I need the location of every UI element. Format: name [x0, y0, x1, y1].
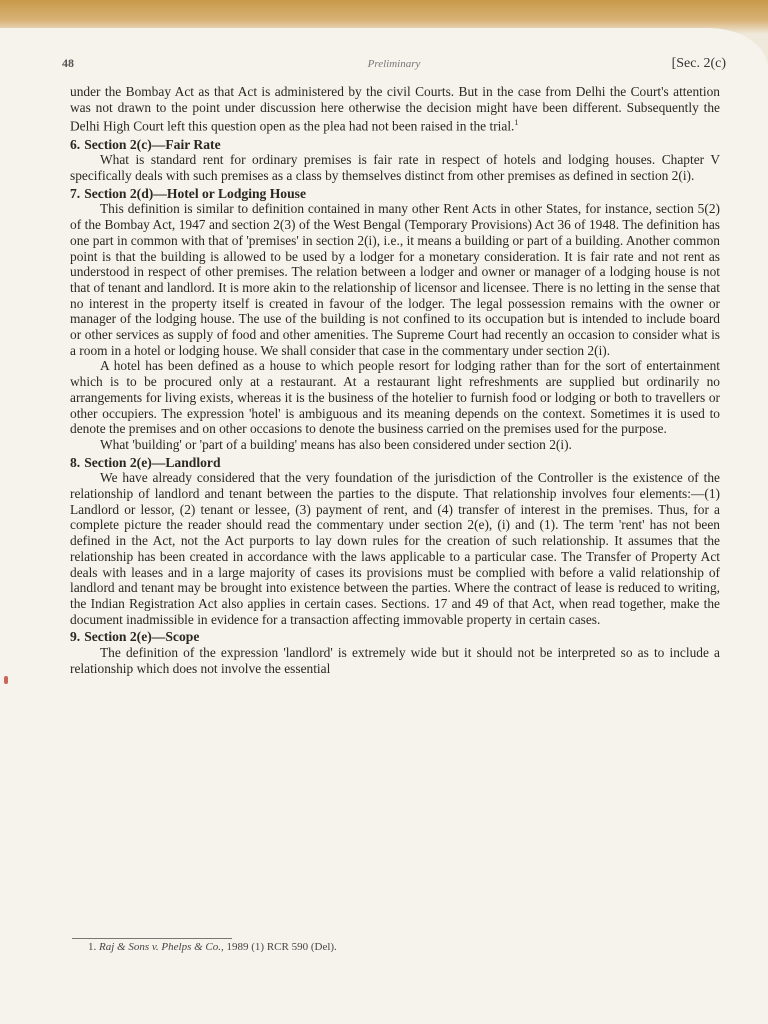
paragraph: The definition of the expression 'landlord' is extremely wide but it should not be interpreted so as to include a relationship which does not involve the essential — [70, 645, 720, 676]
footnote-ref: 1 — [514, 118, 519, 128]
paragraph: What 'building' or 'part of a building' means has also been considered under section 2(i). — [100, 436, 572, 452]
running-title: Preliminary — [367, 58, 421, 70]
paragraph: We have already considered that the very foundation of the jurisdiction of the Controller is the existence of the relationship of landlord and tenant between the parties to the dispute. That relationship involves four elements:—(1) Landlord or lessor, (2) tenant or lessee, (3) payment of rent, and (4) transfer of interest in the premises. Thus, for a complete picture the reader should read the commentary under section 2(e), (i) and (1). The term 'rent' has not been defined in the Act, not the Act purports to lay down rules for the creation of such relationship. It assumes that the relationship has been created in accordance with the laws applicable to a particular case. The Transfer of Property Act deals with leases and in a large majority of cases its provisions must be complied with before a valid relationship of landlord and tenant may be brought into existence between the parties. Where the contract of lease is reduced to writing, the Indian Registration Act also applies in certain cases. Sections. 17 and 49 of that Act, when read together, make the document inadmissible in evidence for a transaction affecting immovable property in certain cases. — [70, 470, 720, 627]
footnote-case: Raj & Sons v. Phelps & Co., — [99, 941, 224, 953]
paragraph: under the Bombay Act as that Act is administered by the civil Courts. But in the case from Delhi the Court's attention was not drawn to the point under discussion here otherwise the decision might have been different. Subsequently the Delhi High Court left this question open as the plea had not been raised in the trial.$^1$ — [70, 84, 720, 134]
section-heading-6: 6. Section 2(c)—Fair Rate — [70, 136, 221, 152]
section-heading-9: 9. Section 2(e)—Scope — [70, 629, 200, 645]
body-text — [70, 84, 720, 676]
section-heading-7: 7. Section 2(d)—Hotel or Lodging House — [70, 185, 306, 201]
margin-mark — [4, 676, 8, 684]
paragraph: What is standard rent for ordinary premises is fair rate in respect of hotels and lodging houses. Chapter V specifically deals with such premises as a class by themselves distinct from other premises as defined in section 2(i). — [70, 152, 720, 183]
paragraph: This definition is similar to definition contained in many other Rent Acts in other States, for instance, section 5(2) of the Bombay Act, 1947 and section 2(3) of the West Bengal (Temporary Provisions) Act 36 of 1948. The definition has one part in common with that of 'premises' in section 2(i), i.e., it means a building or part of a building. Another common point is that the building is allowed to be used by a lodger for a monetary consideration. It is fair rate and not rent as understood in respect of other premises. The relation between a lodger and owner or manager of a lodging house is not that of tenant and landlord. It is more akin to the relationship of licensor and licensee. There is no letting in the sense that no interest in the property itself is created in favour of the lodger. The legal possession remains with the owner or manager of the lodging house. The use of the building is not confined to its occupation but is intended to include board or other services as supply of food and other amenities. The Supreme Court had recently an occasion to consider what is a room in a hotel or lodging house. We shall consider that case in the commentary under section 2(i). — [70, 201, 720, 358]
footnote: 1. Raj & Sons v. Phelps & Co., 1989 (1) RCR 590 (Del). — [88, 941, 337, 953]
page-number: 48 — [62, 56, 74, 70]
footnote-rule — [72, 938, 232, 939]
running-head — [62, 52, 726, 76]
section-heading-8: 8. Section 2(e)—Landlord — [70, 454, 221, 470]
footnote-citation: 1989 (1) RCR 590 (Del). — [226, 941, 337, 953]
paragraph: A hotel has been defined as a house to which people resort for lodging rather than for the sort of entertainment which is to be procured only at a restaurant. At a restaurant light refreshments are supplied but ordinarily no arrangements for living exists, whereas it is the business of the hotelier to furnish food or lodging or both to travellers or other occupiers. The expression 'hotel' is ambiguous and its meaning depends on the context. Sometimes it is used to denote the premises and on other occasions to denote the business carried on the premises used for the purpose. — [70, 358, 720, 437]
section-reference: [Sec. 2(c) — [671, 56, 726, 71]
